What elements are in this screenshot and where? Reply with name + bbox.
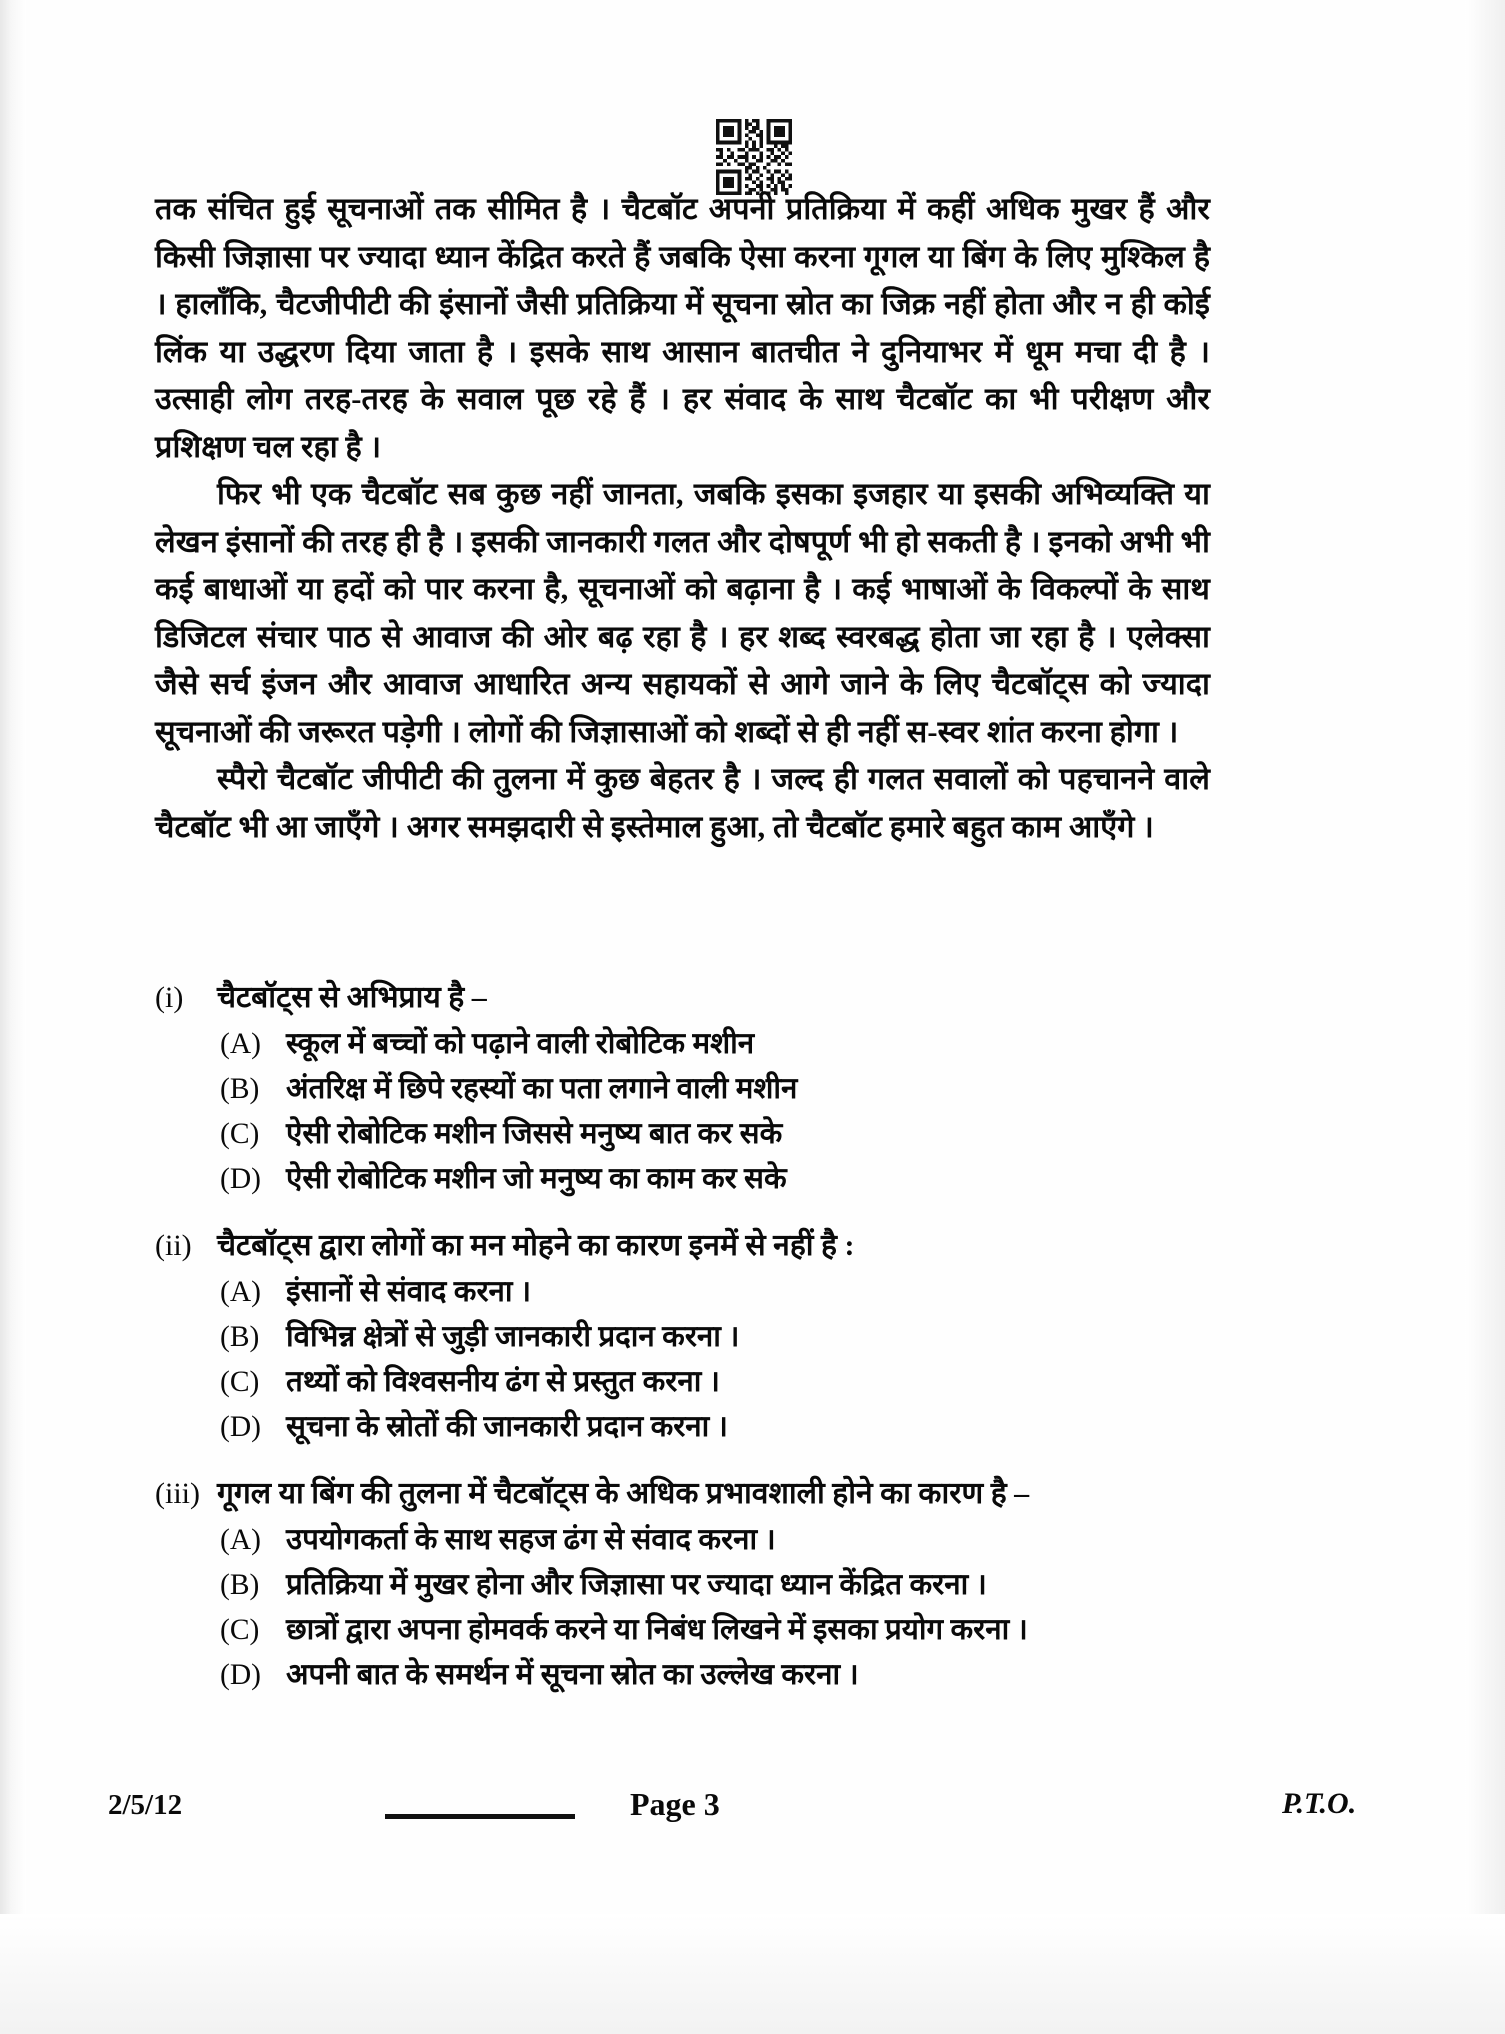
question-heading-i (155, 975, 1255, 1020)
option-label-ii-b: (B) (220, 1321, 260, 1353)
question-block-iii (155, 1471, 1255, 1698)
option-text-iii-b: प्रतिक्रिया में मुखर होना और जिज्ञासा पर ज्यादा ध्यान केंद्रित करना । (286, 1569, 987, 1601)
scan-edge-shading-right (1465, 0, 1505, 2034)
question-list (155, 975, 1255, 1719)
option-text-i-c: ऐसी रोबोटिक मशीन जिससे मनुष्य बात कर सके (286, 1118, 783, 1150)
scan-edge-shading-bottom (0, 1914, 1505, 2034)
option-group-ii (155, 1270, 1255, 1450)
option-text-iii-d: अपनी बात के समर्थन में सूचना स्रोत का उल्लेख करना । (286, 1659, 859, 1691)
question-text-iii: गूगल या बिंग की तुलना में चैटबॉट्स के अधिक प्रभावशाली होने का कारण है – (217, 1477, 1030, 1510)
option-i-d[interactable] (155, 1157, 1255, 1202)
option-iii-b[interactable] (155, 1563, 1255, 1608)
option-text-iii-c: छात्रों द्वारा अपना होमवर्क करने या निबंध लिखने में इसका प्रयोग करना । (286, 1614, 1028, 1646)
option-group-i (155, 1022, 1255, 1202)
option-ii-d[interactable] (155, 1405, 1255, 1450)
option-text-ii-d: सूचना के स्रोतों की जानकारी प्रदान करना । (286, 1411, 728, 1443)
option-ii-b[interactable] (155, 1315, 1255, 1360)
option-label-i-b: (B) (220, 1073, 260, 1105)
question-block-ii (155, 1223, 1255, 1450)
qr-code-icon (716, 119, 792, 195)
paper-code: 2/5/12 (108, 1789, 183, 1821)
option-label-iii-c: (C) (220, 1614, 260, 1646)
option-text-ii-b: विभिन्न क्षेत्रों से जुड़ी जानकारी प्रदान करना । (286, 1321, 740, 1353)
option-label-ii-d: (D) (220, 1411, 261, 1443)
option-iii-d[interactable] (155, 1653, 1255, 1698)
option-label-i-c: (C) (220, 1118, 260, 1150)
question-heading-ii (155, 1223, 1255, 1268)
option-i-a[interactable] (155, 1022, 1255, 1067)
option-i-c[interactable] (155, 1112, 1255, 1157)
question-number-iii: (iii) (155, 1477, 200, 1510)
option-text-i-b: अंतरिक्ष में छिपे रहस्यों का पता लगाने वाली मशीन (286, 1073, 798, 1105)
page-footer (0, 1786, 1505, 1849)
question-heading-iii (155, 1471, 1255, 1516)
option-label-iii-b: (B) (220, 1569, 260, 1601)
option-label-iii-d: (D) (220, 1659, 261, 1691)
option-text-iii-a: उपयोगकर्ता के साथ सहज ढंग से संवाद करना । (286, 1524, 776, 1556)
passage-paragraph-1: तक संचित हुई सूचनाओं तक सीमित है । चैटबॉट अपनी प्रतिक्रिया में कहीं अधिक मुखर हैं और किसी जिज्ञासा पर ज्यादा ध्यान केंद्रित करते हैं जबकि ऐसा करना गूगल या बिंग के लिए मुश्किल है । हालाँकि, चैटजीपीटी की इंसानों जैसी प्रतिक्रिया में सूचना स्रोत का जिक्र नहीं होता और न ही कोई लिंक या उद्धरण दिया जाता है । इसके साथ आसान बातचीत ने दुनियाभर में धूम मचा दी है । उत्साही लोग तरह-तरह के सवाल पूछ रहे हैं । हर संवाद के साथ चैटबॉट का भी परीक्षण और प्रशिक्षण चल रहा है । (155, 192, 1210, 464)
option-label-i-a: (A) (220, 1028, 261, 1060)
option-group-iii (155, 1518, 1255, 1698)
option-label-i-d: (D) (220, 1163, 261, 1195)
question-number-ii: (ii) (155, 1229, 192, 1262)
passage-paragraph-3: स्पैरो चैटबॉट जीपीटी की तुलना में कुछ बेहतर है । जल्द ही गलत सवालों को पहचानने वाले चैटबॉट भी आ जाएँगे । अगर समझदारी से इस्तेमाल हुआ, तो चैटबॉट हमारे बहुत काम आएँगे । (155, 762, 1210, 844)
option-iii-a[interactable] (155, 1518, 1255, 1563)
option-text-i-a: स्कूल में बच्चों को पढ़ाने वाली रोबोटिक मशीन (286, 1028, 755, 1060)
page-number-label: Page 3 (630, 1786, 720, 1822)
question-text-ii: चैटबॉट्स द्वारा लोगों का मन मोहने का कारण इनमें से नहीं है : (217, 1229, 855, 1262)
option-ii-a[interactable] (155, 1270, 1255, 1315)
option-text-i-d: ऐसी रोबोटिक मशीन जो मनुष्य का काम कर सके (286, 1163, 787, 1195)
option-label-iii-a: (A) (220, 1524, 261, 1556)
question-block-i (155, 975, 1255, 1202)
passage-body (155, 186, 1210, 851)
question-number-i: (i) (155, 981, 184, 1014)
passage-paragraph-2: फिर भी एक चैटबॉट सब कुछ नहीं जानता, जबकि इसका इजहार या इसकी अभिव्यक्ति या लेखन इंसानों की तरह ही है । इसकी जानकारी गलत और दोषपूर्ण भी हो सकती है । इनको अभी भी कई बाधाओं या हदों को पार करना है, सूचनाओं को बढ़ाना है । कई भाषाओं के विकल्पों के साथ डिजिटल संचार पाठ से आवाज की ओर बढ़ रहा है । हर शब्द स्वरबद्ध होता जा रहा है । एलेक्सा जैसे सर्च इंजन और आवाज आधारित अन्य सहायकों से आगे जाने के लिए चैटबॉट्स को ज्यादा सूचनाओं की जरूरत पड़ेगी । लोगों की जिज्ञासाओं को शब्दों से ही नहीं स-स्वर शांत करना होगा । (155, 477, 1210, 749)
option-text-ii-a: इंसानों से संवाद करना । (286, 1276, 532, 1308)
option-ii-c[interactable] (155, 1360, 1255, 1405)
turn-over-note: P.T.O. (1282, 1787, 1357, 1820)
question-text-i: चैटबॉट्स से अभिप्राय है – (217, 981, 487, 1014)
scan-edge-shading-left (0, 0, 26, 2034)
option-label-ii-a: (A) (220, 1276, 261, 1308)
option-i-b[interactable] (155, 1067, 1255, 1112)
option-text-ii-c: तथ्यों को विश्वसनीय ढंग से प्रस्तुत करना । (286, 1366, 720, 1398)
footer-divider-rule (385, 1814, 575, 1819)
option-label-ii-c: (C) (220, 1366, 260, 1398)
option-iii-c[interactable] (155, 1608, 1255, 1653)
